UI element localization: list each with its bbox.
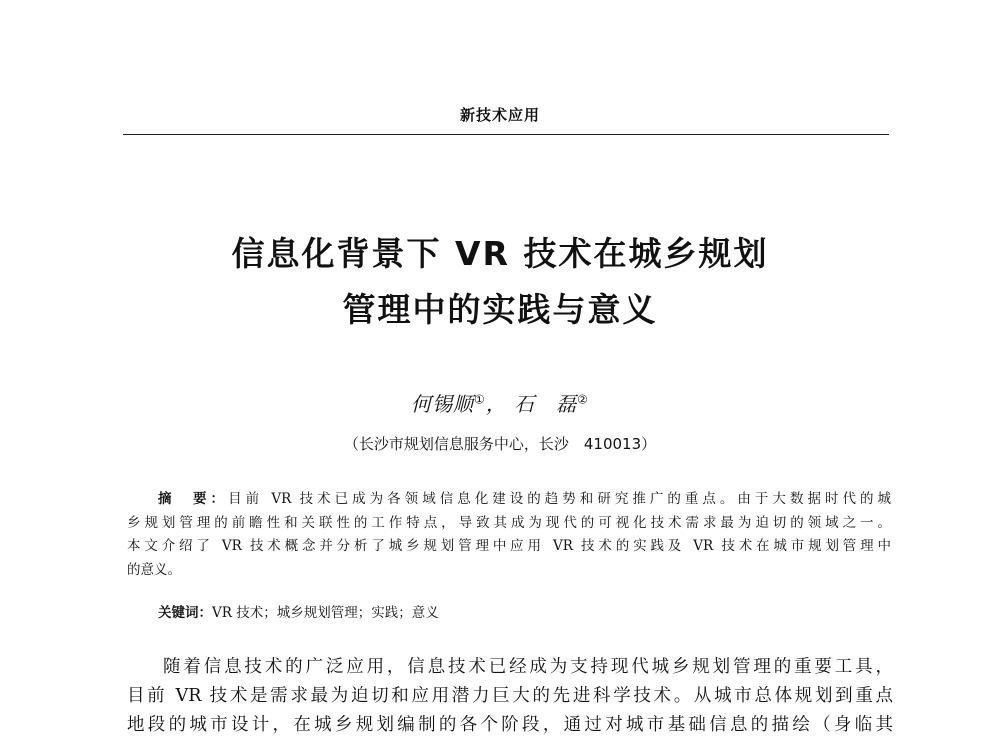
running-header: 新技术应用 [459,106,540,124]
affiliation: （长沙市规划信息服务中心，长沙 410013） [343,435,657,453]
abstract-line-3: 本文介绍了 VR 技术概念并分析了城乡规划管理中应用 VR 技术的实践及 VR 技术在城市规划管理中 [127,538,891,554]
author-list [0,388,1000,417]
body-line-3: 地段的城市设计，在城乡规划编制的各个阶段，通过对城市基础信息的描绘（身临其 [127,715,893,735]
author-2-mark: ② [577,392,589,407]
abstract-line-2: 乡规划管理的前瞻性和关联性的工作特点，导致其成为现代的可视化技术需求最为迫切的领域之一。 [127,514,891,531]
header-rule [123,134,889,135]
paper-title [0,226,1000,338]
body-line-2: 目前 VR 技术是需求最为迫切和应用潜力巨大的先进科学技术。从城市总体规划到重点 [127,686,893,706]
abstract [127,488,891,582]
author-1-name: 何锡顺 [411,392,475,416]
abstract-line-1 [127,488,891,512]
author-1-mark: ① [474,392,486,407]
keywords [158,601,439,621]
keywords-text: VR 技术；城乡规划管理；实践；意义 [212,605,439,621]
author-2-name: 石 磊 [514,392,578,416]
title-line-2: 管理中的实践与意义 [342,290,658,329]
abstract-line-4: 的意义。 [127,561,181,578]
keywords-label: 关键词： [158,605,212,621]
abstract-line-1-text: 目前 VR 技术已成为各领域信息化建设的趋势和研究推广的重点。由于大数据时代的城 [228,491,892,507]
body-line-1: 随着信息技术的广泛应用，信息技术已经成为支持现代城乡规划管理的重要工具， [163,657,893,677]
title-line-1: 信息化背景下 VR 技术在城乡规划 [231,234,769,273]
abstract-label: 摘 要： [158,491,229,507]
author-separator: ， [485,392,507,416]
body-text [127,653,893,740]
